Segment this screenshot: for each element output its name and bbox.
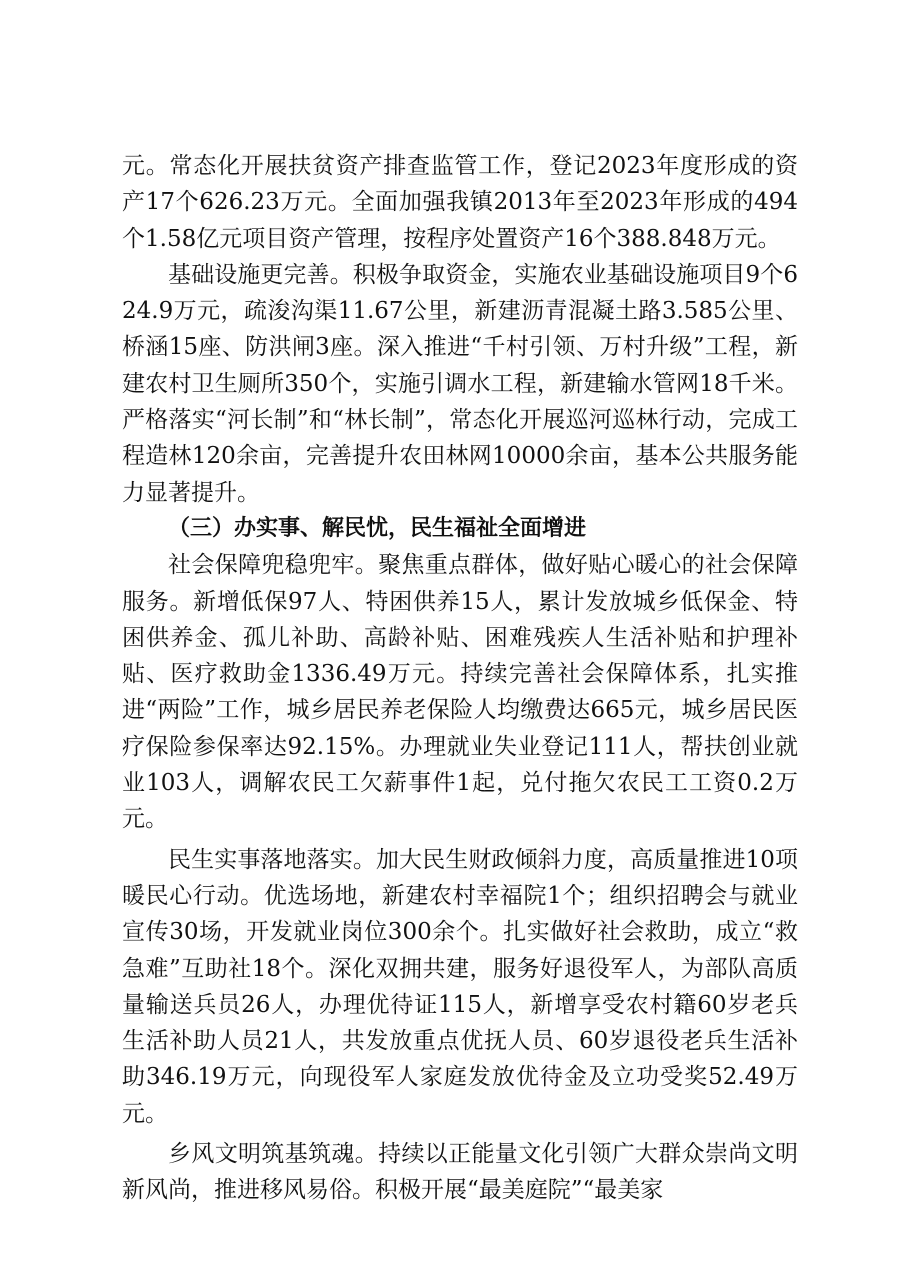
paragraph-asset-management: 元。常态化开展扶贫资产排查监管工作，登记2023年度形成的资产17个626.23万元。全面加强我镇2013年至2023年形成的494个1.58亿元项目资产管理，按程序处置资产16个388.848万元。 [122, 153, 798, 252]
section-heading-livelihood: （三）办实事、解民忧，民生福祉全面增进 [168, 515, 587, 541]
paragraph-livelihood-projects: 民生实事落地落实。加大民生财政倾斜力度，高质量推进10项暖民心行动。优选场地，新建农村幸福院1个；组织招聘会与就业宣传30场，开发就业岗位300余个。扎实做好社会救助，成立“救急难”互助社18个。深化双拥共建，服务好退役军人，为部队高质量输送兵员26人，办理优待证115人，新增享受农村籍60岁老兵生活补助人员21人，共发放重点优抚人员、60岁退役老兵生活补助346.19万元，向现役军人家庭发放优待金及立功受奖52.49万元。 [122, 846, 798, 1127]
paragraph-infrastructure: 基础设施更完善。积极争取资金，实施农业基础设施项目9个624.9万元，疏浚沟渠11.67公里，新建沥青混凝土路3.585公里、桥涵15座、防洪闸3座。深入推进“千村引领、万村升级”工程，新建农村卫生厕所350个，实施引调水工程，新建输水管网18千米。严格落实“河长制”和“林长制”，常态化开展巡河巡林行动，完成工程造林120余亩，完善提升农田林网10000余亩，基本公共服务能力显著提升。 [122, 261, 798, 506]
document-body [122, 148, 798, 1209]
paragraph-social-security: 社会保障兜稳兜牢。聚焦重点群体，做好贴心暖心的社会保障服务。新增低保97人、特困供养15人，累计发放城乡低保金、特困供养金、孤儿补助、高龄补贴、困难残疾人生活补贴和护理补贴、医疗救助金1336.49万元。持续完善社会保障体系，扎实推进“两险”工作，城乡居民养老保险人均缴费达665元，城乡居民医疗保险参保率达92.15%。办理就业失业登记111人，帮扶创业就业103人，调解农民工欠薪事件1起，兑付拖欠农民工工资0.2万元。 [122, 552, 798, 833]
paragraph-civilization: 乡风文明筑基筑魂。持续以正能量文化引领广大群众崇尚文明新风尚，推进移风易俗。积极开展“最美庭院”“最美家 [122, 1141, 798, 1204]
